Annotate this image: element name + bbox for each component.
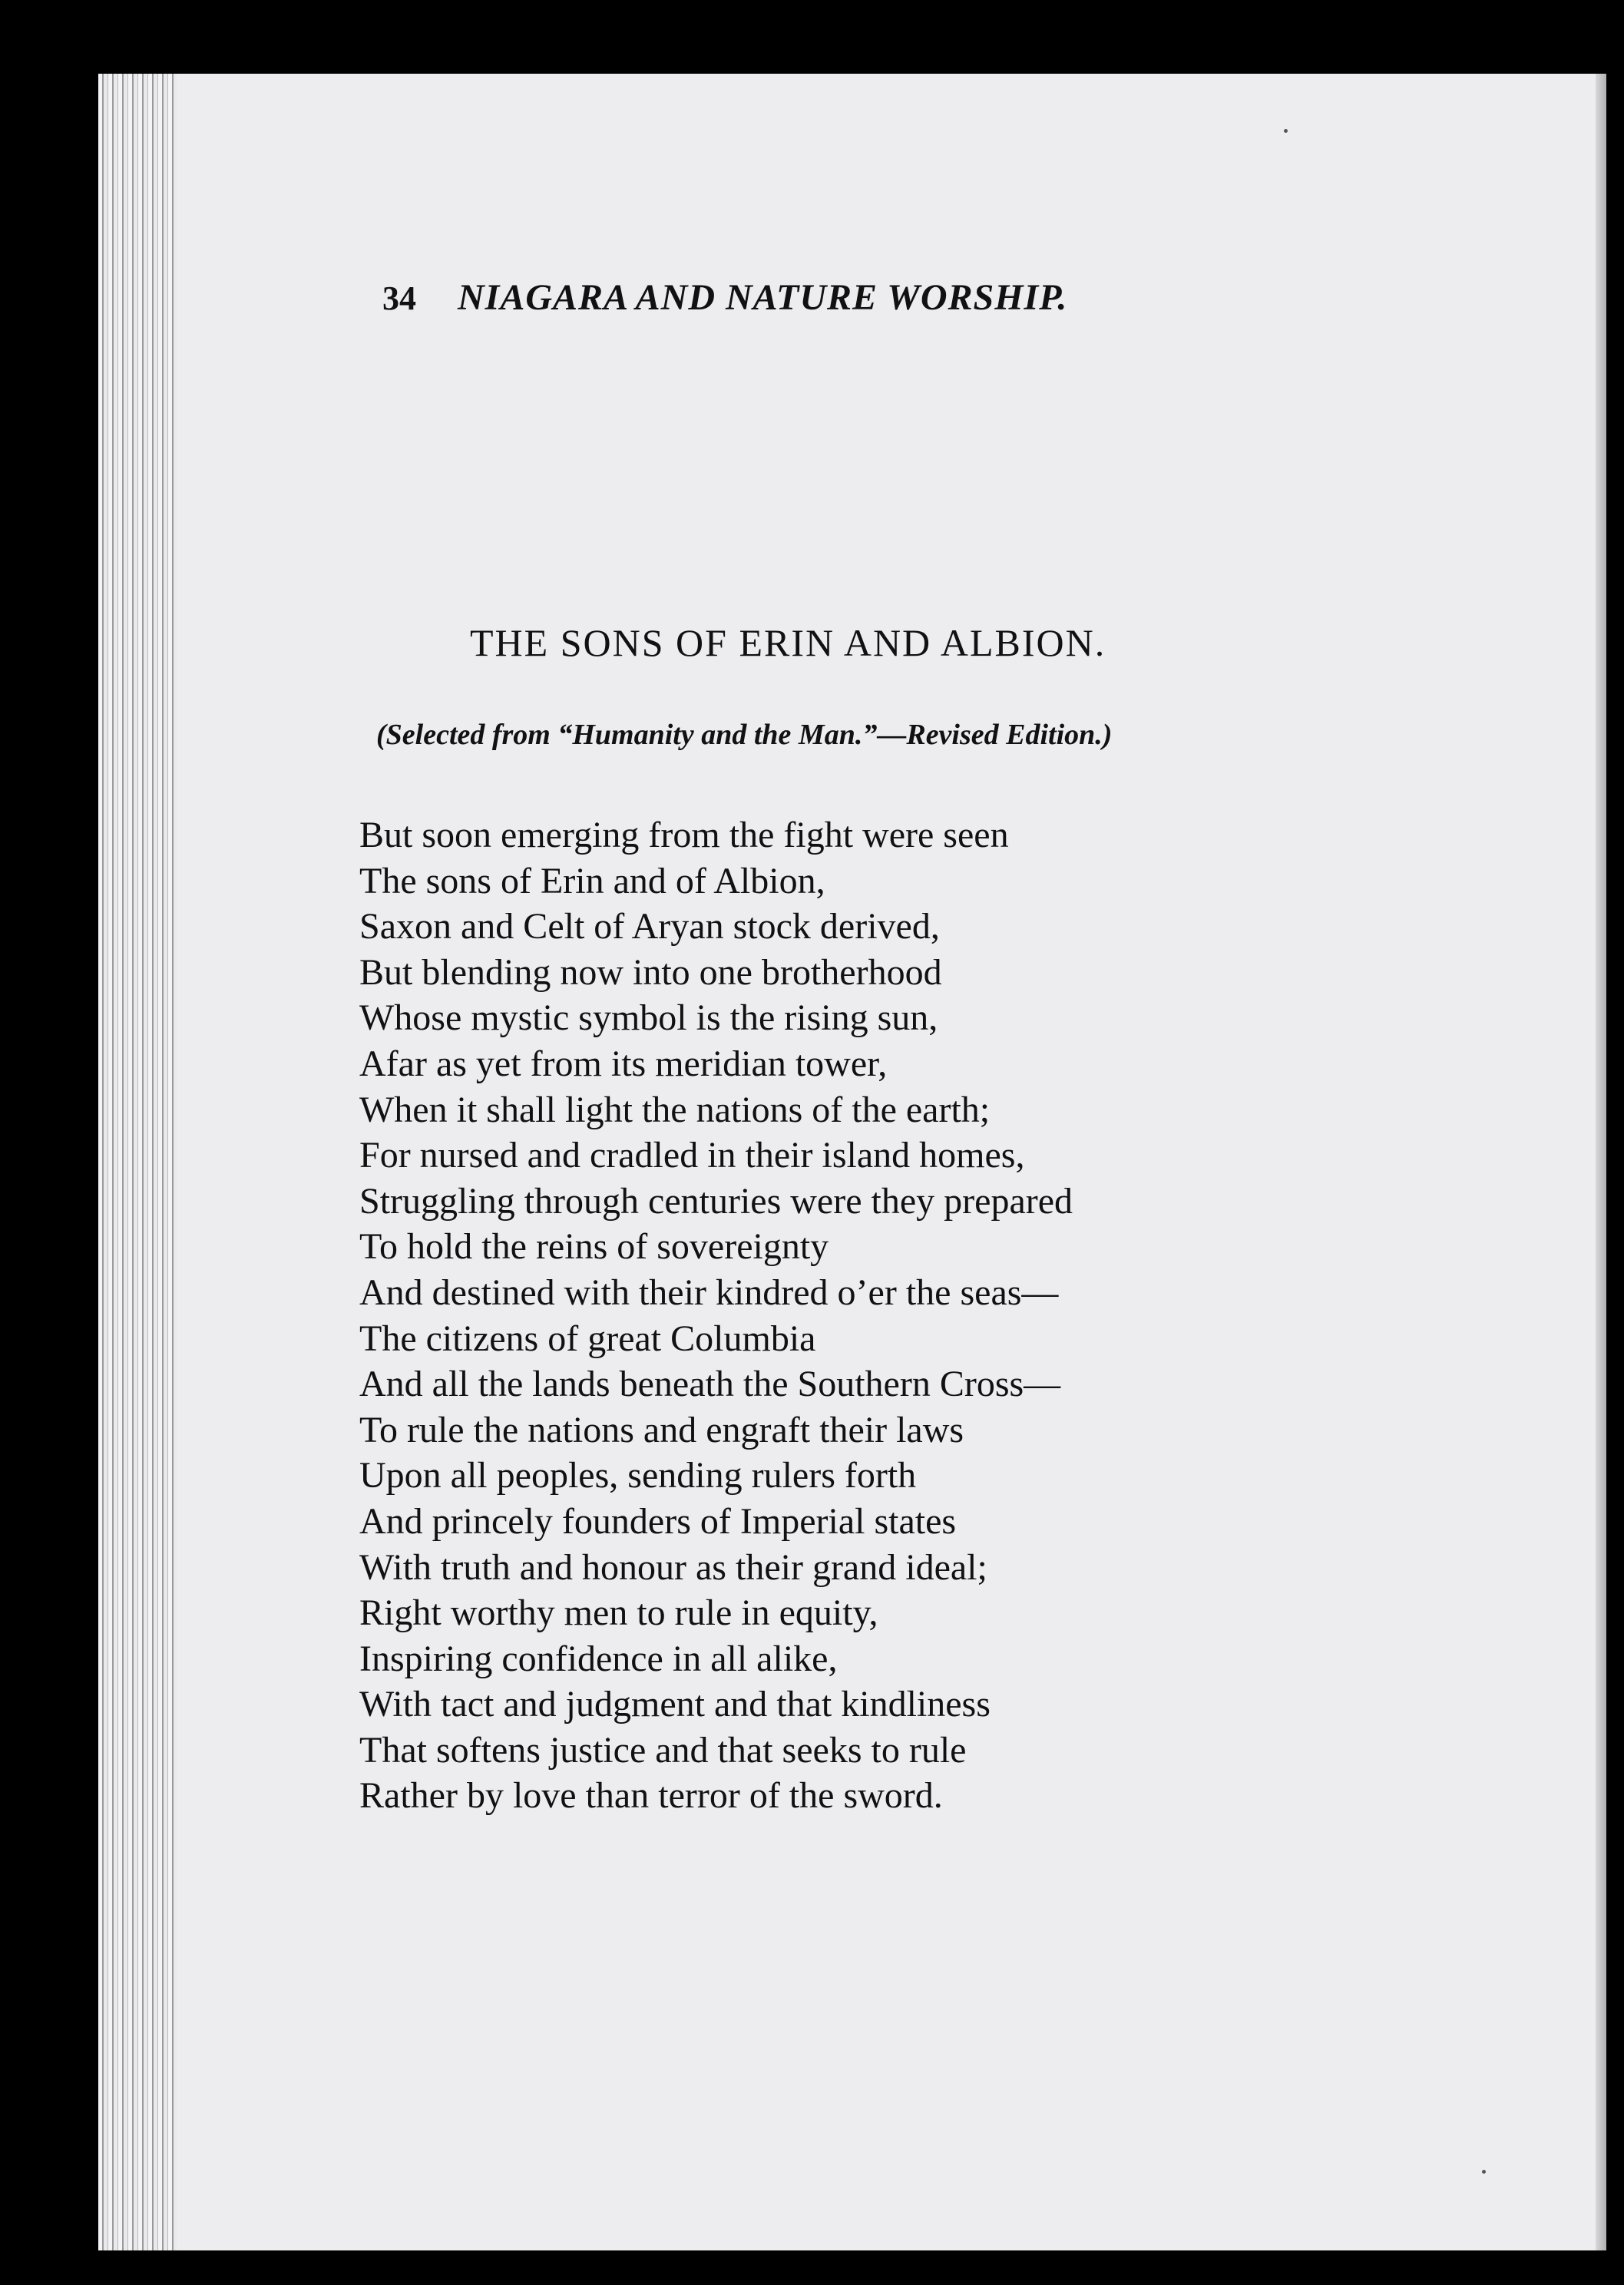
poem-line: To rule the nations and engraft their laws — [359, 1409, 964, 1450]
poem-body — [359, 812, 1073, 1819]
poem-line: And princely founders of Imperial states — [359, 1500, 957, 1542]
poem-line: With truth and honour as their grand ideal; — [359, 1546, 987, 1588]
source-note: (Selected from “Humanity and the Man.”—Revised Edition.) — [376, 719, 1113, 751]
poem-line: The sons of Erin and of Albion, — [359, 860, 825, 901]
scan-speck — [1482, 2170, 1486, 2174]
poem-title: THE SONS OF ERIN AND ALBION. — [470, 621, 1106, 664]
poem-line: Rather by love than terror of the sword. — [359, 1775, 943, 1817]
poem-line: But soon emerging from the fight were seen — [359, 815, 1009, 855]
running-head — [382, 276, 1067, 319]
poem-line: That softens justice and that seeks to rule — [359, 1729, 967, 1771]
poem-line: But blending now into one brotherhood — [359, 951, 942, 993]
poem-line: And all the lands beneath the Southern Cross— — [359, 1364, 1061, 1405]
poem-line: For nursed and cradled in their island homes, — [359, 1135, 1025, 1176]
poem-line: Upon all peoples, sending rulers forth — [359, 1455, 917, 1496]
poem-line: Right worthy men to rule in equity, — [359, 1592, 878, 1634]
poem-line: Inspiring confidence in all alike, — [359, 1638, 838, 1679]
poem-line: With tact and judgment and that kindliness — [359, 1684, 991, 1725]
poem-line: Struggling through centuries were they prepared — [359, 1180, 1073, 1222]
scan-speck — [1284, 129, 1288, 133]
page-number: 34 — [382, 279, 416, 317]
poem-line: The citizens of great Columbia — [359, 1318, 816, 1359]
poem-line: Whose mystic symbol is the rising sun, — [359, 997, 938, 1039]
poem-line: When it shall light the nations of the earth; — [359, 1089, 991, 1130]
poem-line: Saxon and Celt of Aryan stock derived, — [359, 906, 940, 947]
book-title: NIAGARA AND NATURE WORSHIP. — [458, 277, 1068, 318]
poem-line: Afar as yet from its meridian tower, — [359, 1043, 888, 1084]
poem-line: And destined with their kindred o’er the seas— — [359, 1271, 1059, 1313]
poem-line: To hold the reins of sovereignty — [359, 1226, 829, 1268]
page-right-edge — [1596, 74, 1606, 2250]
